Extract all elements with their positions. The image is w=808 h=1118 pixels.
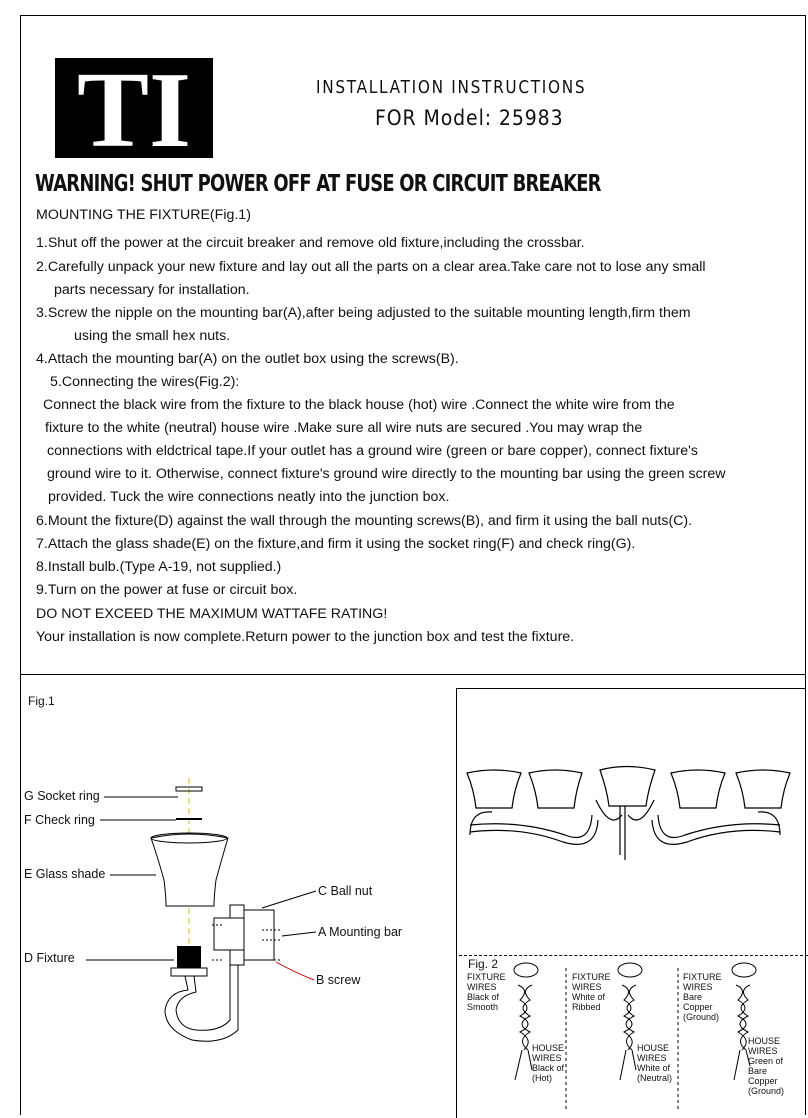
fig1-label: Fig.1 bbox=[28, 694, 55, 708]
step-line: 9.Turn on the power at fuse or circuit box. bbox=[36, 582, 298, 598]
figure-top-border bbox=[456, 688, 806, 689]
warning-banner: WARNING! SHUT POWER OFF AT FUSE OR CIRCUIT BREAKER bbox=[35, 171, 601, 197]
step-line: parts necessary for installation. bbox=[54, 282, 250, 298]
part-label-a: A Mounting bar bbox=[318, 925, 403, 939]
step-line: ground wire to it. Otherwise, connect fixture's ground wire directly to the mounting bar using the green screw bbox=[47, 466, 726, 482]
step-line: 7.Attach the glass shade(E) on the fixture,and firm it using the socket ring(F) and check ring(G). bbox=[36, 536, 636, 552]
part-label-c: C Ball nut bbox=[318, 884, 373, 898]
step-line: 3.Screw the nipple on the mounting bar(A),after being adjusted to the suitable mounting length,firm them bbox=[36, 305, 691, 321]
step-line: DO NOT EXCEED THE MAXIMUM WATTAFE RATING! bbox=[36, 606, 388, 622]
house-wires-label: HOUSE WIRES Green of Bare Copper (Ground) bbox=[748, 1036, 785, 1096]
part-label-d: D Fixture bbox=[24, 951, 75, 965]
section-title: MOUNTING THE FIXTURE(Fig.1) bbox=[36, 207, 251, 223]
step-line: 6.Mount the fixture(D) against the wall through the mounting screws(B), and firm it using the ball nuts(C). bbox=[36, 513, 693, 529]
house-wires-label: HOUSE WIRES Black of (Hot) bbox=[532, 1043, 565, 1083]
step-line: 1.Shut off the power at the circuit breaker and remove old fixture,including the crossbar. bbox=[36, 235, 585, 251]
part-label-g: G Socket ring bbox=[24, 789, 100, 803]
step-line: provided. Tuck the wire connections neatly into the junction box. bbox=[48, 489, 450, 505]
brand-logo bbox=[55, 51, 213, 170]
model-number: FOR Model: 25983 bbox=[375, 106, 564, 130]
figure-divider bbox=[456, 688, 457, 1118]
step-line: Your installation is now complete.Return power to the junction box and test the fixture. bbox=[36, 629, 575, 645]
step-line: using the small hex nuts. bbox=[74, 328, 231, 344]
step-line: 4.Attach the mounting bar(A) on the outlet box using the screws(B). bbox=[36, 351, 459, 367]
fixture-wires-label: FIXTURE WIRES White of Ribbed bbox=[572, 972, 611, 1012]
part-label-f: F Check ring bbox=[24, 813, 95, 827]
step-line: connections with eldctrical tape.If your outlet has a ground wire (green or bare copper), connect fixture's bbox=[47, 443, 698, 459]
logo-text: TI bbox=[76, 51, 192, 170]
part-label-e: E Glass shade bbox=[24, 867, 106, 881]
fig2-border bbox=[459, 955, 808, 957]
step-line: 2.Carefully unpack your new fixture and lay out all the parts on a clear area.Take care not to lose any small bbox=[36, 259, 706, 275]
fig2-label: Fig. 2 bbox=[468, 957, 499, 971]
doc-title: INSTALLATION INSTRUCTIONS bbox=[316, 77, 587, 98]
step-line: 5.Connecting the wires(Fig.2): bbox=[50, 374, 240, 390]
step-line: fixture to the white (neutral) house wire .Make sure all wire nuts are secured .You may wrap the bbox=[45, 420, 643, 436]
house-wires-label: HOUSE WIRES White of (Neutral) bbox=[637, 1043, 673, 1083]
section-divider bbox=[20, 674, 806, 675]
step-line: Connect the black wire from the fixture to the black house (hot) wire .Connect the white wire from the bbox=[43, 397, 675, 413]
fixture-wires-label: FIXTURE WIRES Black of Smooth bbox=[467, 972, 506, 1012]
part-label-b: B screw bbox=[316, 973, 361, 987]
step-line: 8.Install bulb.(Type A-19, not supplied.) bbox=[36, 559, 282, 575]
fixture-wires-label: FIXTURE WIRES Bare Copper (Ground) bbox=[683, 972, 722, 1022]
